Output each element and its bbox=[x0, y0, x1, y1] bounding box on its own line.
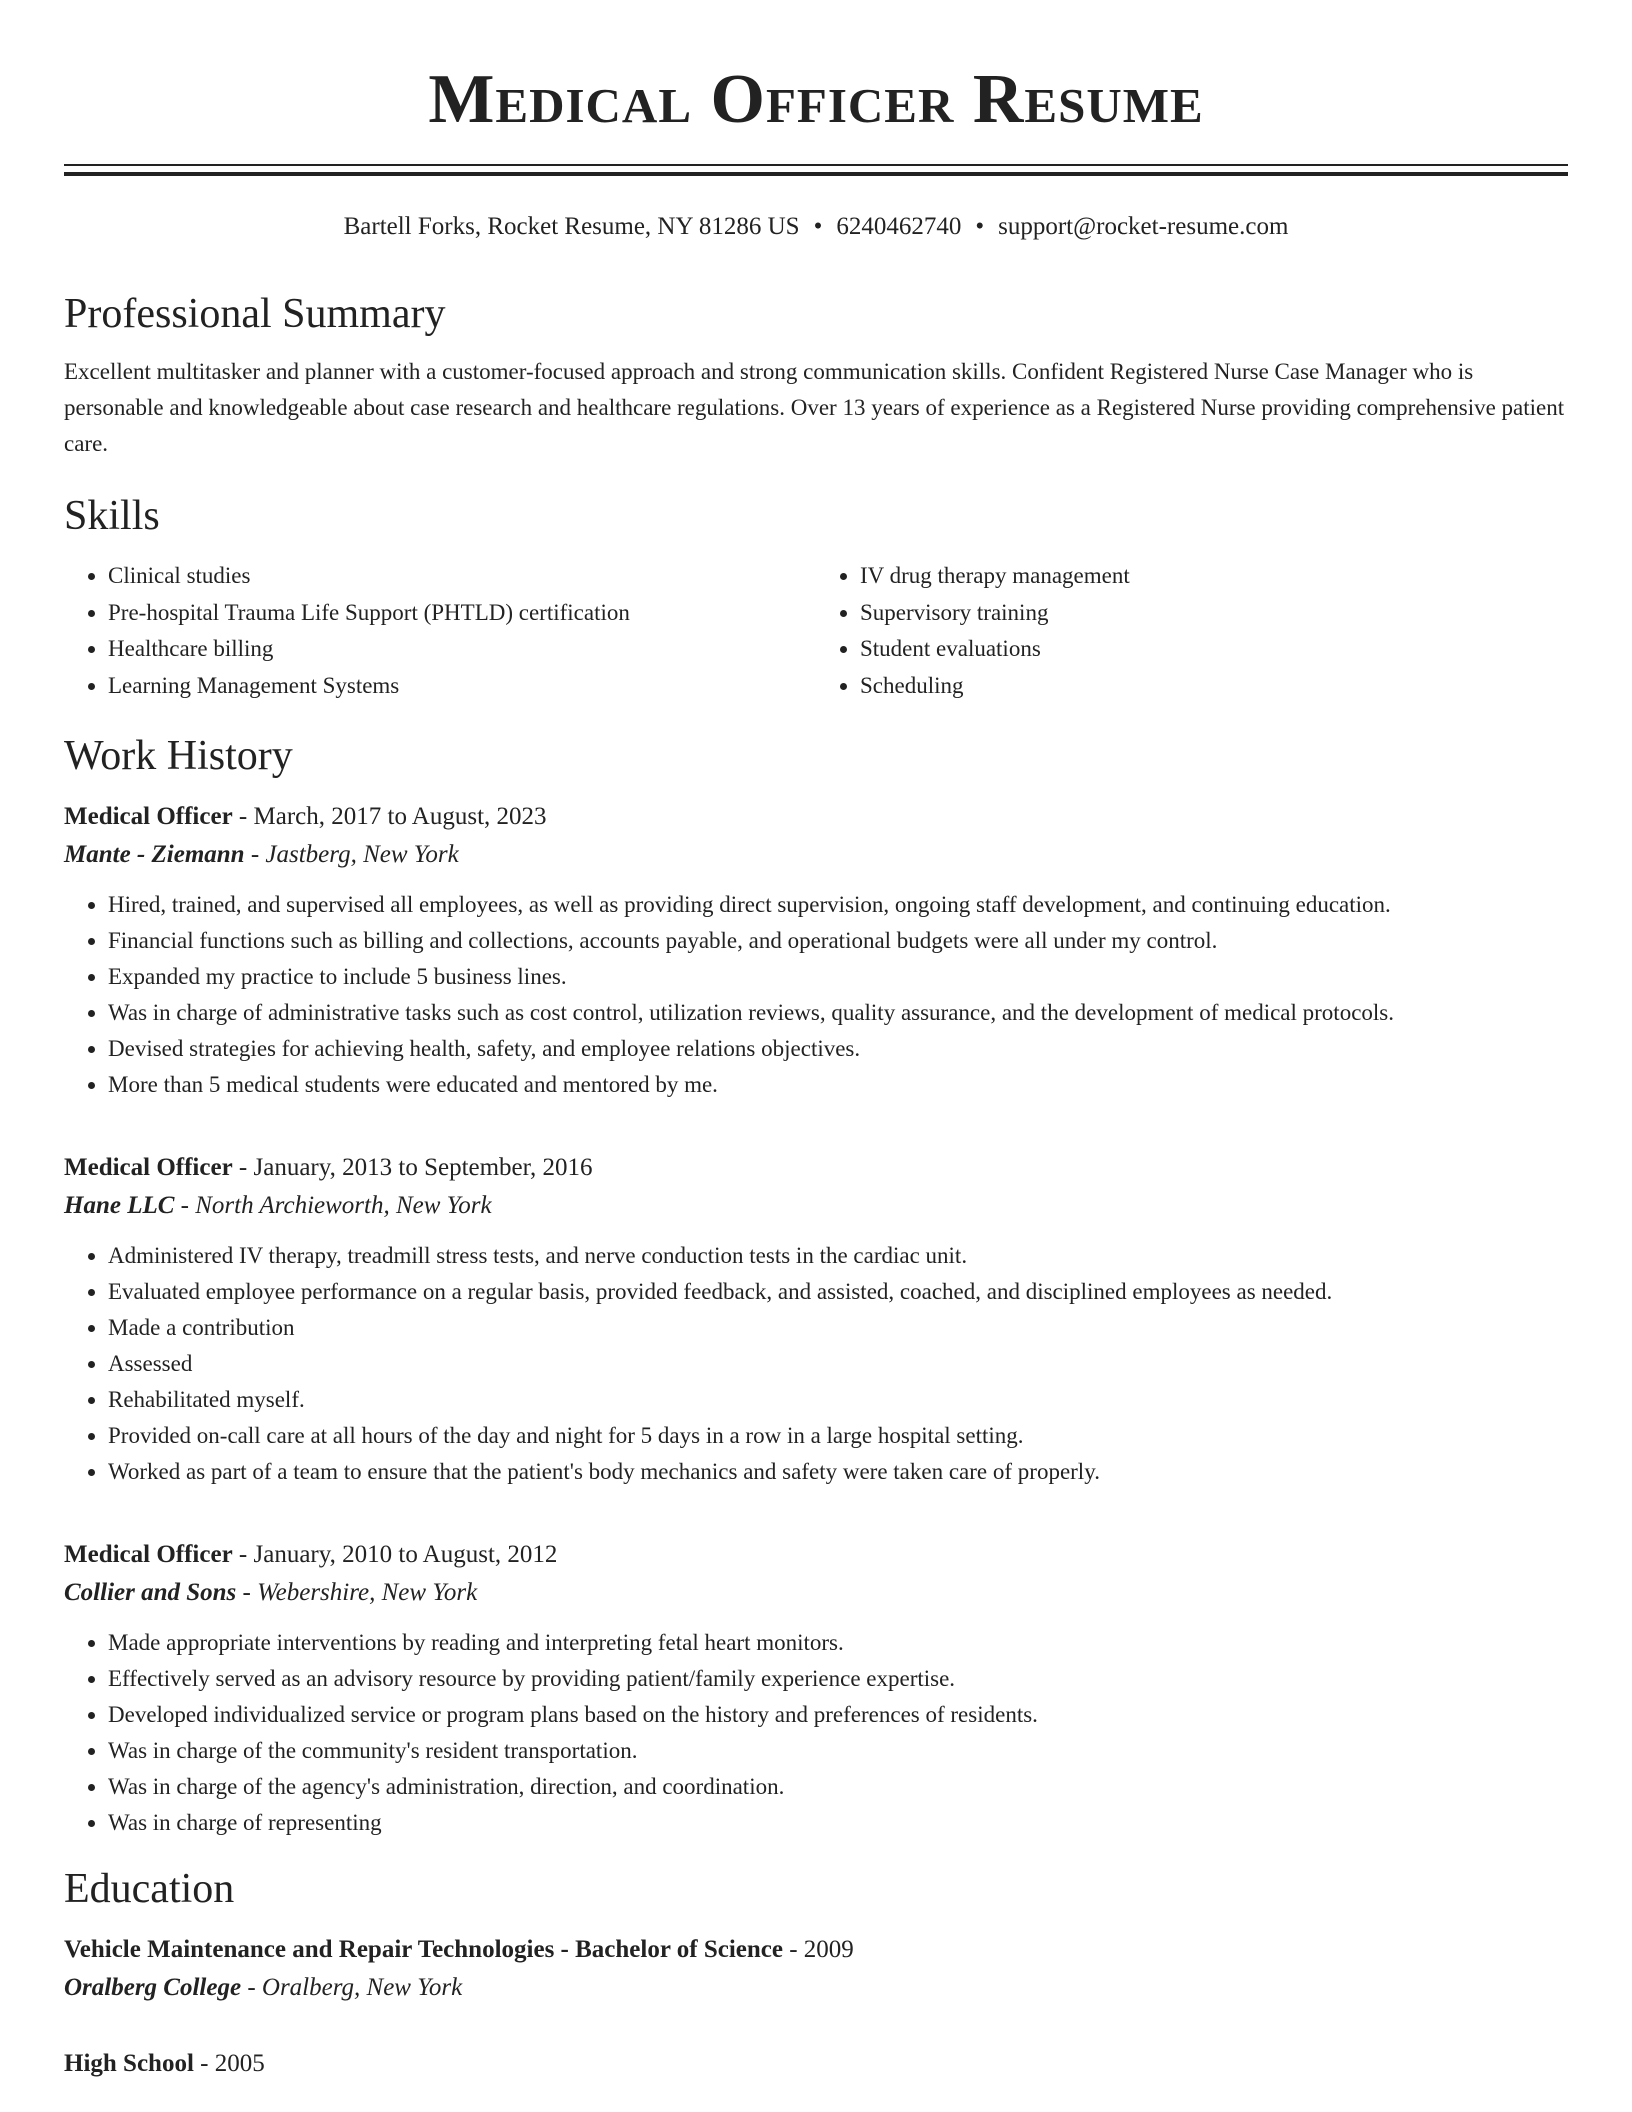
job-bullet: • More than 5 medical students were educated and mentored by me. bbox=[108, 1067, 1568, 1103]
job-bullet: • Was in charge of the agency's administration, direction, and coordination. bbox=[108, 1769, 1568, 1805]
contact-address: Bartell Forks, Rocket Resume, NY 81286 US bbox=[343, 213, 800, 240]
job-bullets bbox=[64, 887, 1568, 1103]
job-title-line bbox=[64, 798, 1568, 836]
skill-item: • Supervisory training bbox=[860, 595, 1568, 632]
job-dates: - January, 2010 to August, 2012 bbox=[232, 1541, 558, 1568]
job-title-line bbox=[64, 1149, 1568, 1187]
education-degree-line bbox=[64, 2045, 1568, 2083]
job-dates: - March, 2017 to August, 2023 bbox=[232, 803, 547, 830]
job-location: - Jastberg, New York bbox=[244, 841, 459, 868]
job-bullet: • Financial functions such as billing and collections, accounts payable, and operational budgets were all under my control. bbox=[108, 923, 1568, 959]
job-employer: Mante - Ziemann bbox=[64, 841, 245, 868]
contact-separator: • bbox=[975, 213, 985, 240]
job-dates: - January, 2013 to September, 2016 bbox=[232, 1154, 593, 1181]
skill-item: • Pre-hospital Trauma Life Support (PHTLD) certification bbox=[108, 595, 816, 632]
job-bullets bbox=[64, 1238, 1568, 1490]
title-rule-thin bbox=[64, 164, 1568, 166]
job-bullet: • Rehabilitated myself. bbox=[108, 1382, 1568, 1418]
job-bullets bbox=[64, 1625, 1568, 1841]
skill-item: • Learning Management Systems bbox=[108, 668, 816, 705]
job-bullet: • Worked as part of a team to ensure that the patient's body mechanics and safety were taken care of properly. bbox=[108, 1454, 1568, 1490]
job-employer-line bbox=[64, 836, 1568, 874]
job-bullet: • Effectively served as an advisory resource by providing patient/family experience expertise. bbox=[108, 1661, 1568, 1697]
job-role: Medical Officer bbox=[64, 1154, 233, 1181]
job-bullet: • Evaluated employee performance on a regular basis, provided feedback, and assisted, coached, and disciplined employees as needed. bbox=[108, 1274, 1568, 1310]
education-degree: Vehicle Maintenance and Repair Technologies - Bachelor of Science bbox=[64, 1936, 783, 1963]
contact-line bbox=[64, 210, 1568, 244]
education-school-line bbox=[64, 1969, 1568, 2007]
skill-item: • IV drug therapy management bbox=[860, 558, 1568, 595]
summary-heading: Professional Summary bbox=[64, 291, 446, 337]
job-location: - North Archieworth, New York bbox=[174, 1192, 492, 1219]
education-location: - Oralberg, New York bbox=[241, 1974, 463, 2001]
education-degree-line bbox=[64, 1931, 1568, 1969]
job-role: Medical Officer bbox=[64, 1541, 233, 1568]
job-entry bbox=[64, 798, 1568, 1103]
summary-text: Excellent multitasker and planner with a customer-focused approach and strong communication skills. Confident Registered Nurse Case Manager who is personable and knowledgeable about case research and healthcare regulations. Over 13 years of experience as a Registered Nurse providing comprehensive patient care. bbox=[64, 359, 1565, 456]
job-role: Medical Officer bbox=[64, 803, 233, 830]
job-employer-line bbox=[64, 1187, 1568, 1225]
job-location: - Webershire, New York bbox=[236, 1579, 478, 1606]
education-heading: Education bbox=[64, 1866, 235, 1912]
job-entry bbox=[64, 1536, 1568, 1841]
page-title: Medical Officer Resume bbox=[428, 61, 1204, 138]
job-bullet: • Administered IV therapy, treadmill stress tests, and nerve conduction tests in the cardiac unit. bbox=[108, 1238, 1568, 1274]
job-bullet: • Made appropriate interventions by reading and interpreting fetal heart monitors. bbox=[108, 1625, 1568, 1661]
job-bullet: • Provided on-call care at all hours of the day and night for 5 days in a row in a large hospital setting. bbox=[108, 1418, 1568, 1454]
contact-phone: 6240462740 bbox=[836, 213, 962, 240]
education-year: - 2009 bbox=[782, 1936, 854, 1963]
job-bullet: • Was in charge of the community's resident transportation. bbox=[108, 1733, 1568, 1769]
education-entry bbox=[64, 2045, 1568, 2083]
job-employer-line bbox=[64, 1574, 1568, 1612]
job-employer: Hane LLC bbox=[64, 1192, 175, 1219]
job-bullet: • Expanded my practice to include 5 business lines. bbox=[108, 959, 1568, 995]
education-year: - 2005 bbox=[193, 2050, 265, 2077]
skills-column-right bbox=[816, 558, 1568, 704]
job-bullet: • Hired, trained, and supervised all employees, as well as providing direct supervision, ongoing staff development, and continuing education. bbox=[108, 887, 1568, 923]
skill-item: • Student evaluations bbox=[860, 631, 1568, 668]
skill-item: • Scheduling bbox=[860, 668, 1568, 705]
skill-item: • Healthcare billing bbox=[108, 631, 816, 668]
skill-item: • Clinical studies bbox=[108, 558, 816, 595]
education-degree: High School bbox=[64, 2050, 194, 2077]
job-employer: Collier and Sons bbox=[64, 1579, 237, 1606]
education-entry bbox=[64, 1931, 1568, 2007]
skills-list bbox=[64, 558, 1568, 704]
job-bullet: • Made a contribution bbox=[108, 1310, 1568, 1346]
job-bullet: • Assessed bbox=[108, 1346, 1568, 1382]
contact-email: support@rocket-resume.com bbox=[998, 213, 1289, 240]
job-bullet: • Was in charge of representing bbox=[108, 1805, 1568, 1841]
job-bullet: • Was in charge of administrative tasks such as cost control, utilization reviews, quality assurance, and the development of medical protocols. bbox=[108, 995, 1568, 1031]
work-history-heading: Work History bbox=[64, 733, 293, 779]
skills-heading: Skills bbox=[64, 493, 160, 539]
job-title-line bbox=[64, 1536, 1568, 1574]
job-bullet: • Devised strategies for achieving health, safety, and employee relations objectives. bbox=[108, 1031, 1568, 1067]
job-entry bbox=[64, 1149, 1568, 1490]
skills-column-left bbox=[64, 558, 816, 704]
contact-separator: • bbox=[813, 213, 823, 240]
title-rule-thick bbox=[64, 172, 1568, 176]
job-bullet: • Developed individualized service or program plans based on the history and preferences of residents. bbox=[108, 1697, 1568, 1733]
education-school: Oralberg College bbox=[64, 1974, 242, 2001]
